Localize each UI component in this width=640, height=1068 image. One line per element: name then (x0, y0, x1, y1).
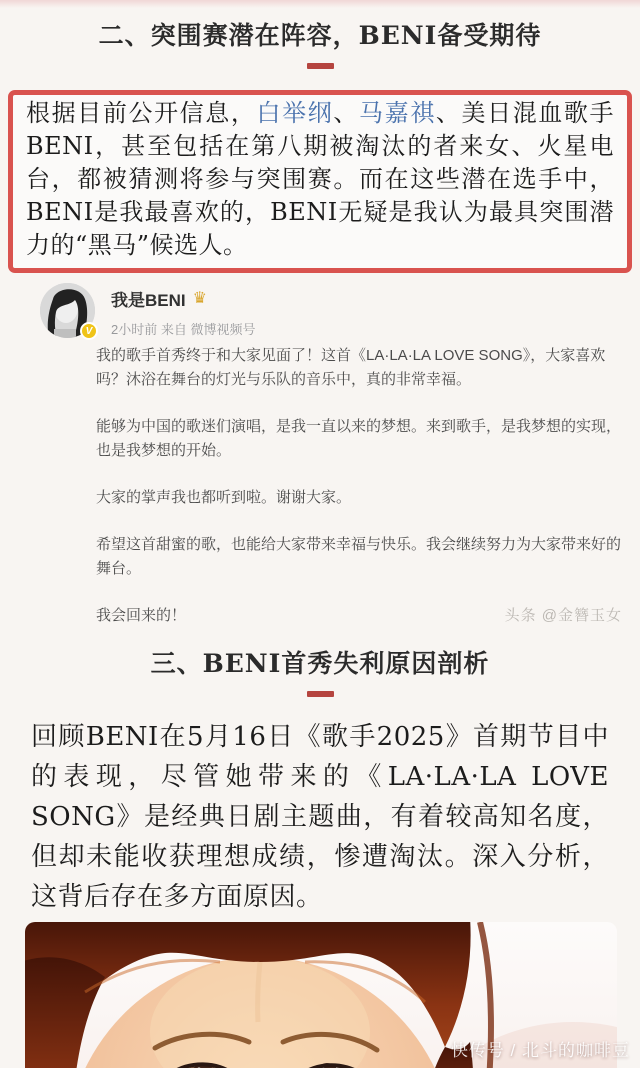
section3-accent-dash (307, 691, 334, 697)
weibo-post-body (96, 344, 622, 581)
weibo-paragraph-5: 我会回来的！ (96, 607, 187, 624)
kuaichuanhao-watermark: 快传号 / 北斗的咖啡豆 (450, 1041, 630, 1060)
section3-paragraph: 回顾BENI在5月16日《歌手2025》首期节目中的表现，尽管她带来的《LA·LA·LA LOVE SONG》是经典日剧主题曲，有着较高知名度，但却未能收获理想成绩，惨遭淘汰。深入分析，这背后存在多方面原因。 (31, 722, 609, 912)
weibo-paragraph-1: 我的歌手首秀终于和大家见面了！这首《LA·LA·LA LOVE SONG》，大家喜欢吗？沐浴在舞台的灯光与乐队的音乐中，真的非常幸福。 (96, 347, 606, 388)
weibo-post-header (40, 283, 622, 338)
weibo-avatar[interactable] (40, 283, 95, 338)
verified-badge-icon: V (80, 322, 98, 340)
section2-accent-dash (307, 63, 334, 69)
weibo-identity (111, 283, 255, 338)
highlight-box (8, 90, 632, 273)
highlight-text-pre: 根据目前公开信息， (26, 99, 257, 127)
highlight-separator-2: 、 (435, 99, 462, 127)
link-bai-jugang[interactable]: 白举纲 (256, 99, 334, 127)
weibo-paragraph-2: 能够为中国的歌迷们演唱，是我一直以来的梦想。来到歌手，是我梦想的实现，也是我梦想的开始。 (96, 418, 622, 459)
link-ma-jiaqi[interactable]: 马嘉祺 (359, 99, 436, 127)
weibo-username-text: 我是BENI (111, 291, 186, 310)
weibo-post-embed (40, 283, 622, 628)
weibo-post-footer (96, 604, 622, 628)
crown-icon: ♛ (192, 289, 207, 307)
highlight-separator-1: 、 (333, 99, 359, 127)
toutiao-watermark: 头条 @金簪玉女 (504, 607, 622, 624)
weibo-username[interactable] (111, 286, 255, 311)
highlight-text-post: 美日混血歌手BENI，甚至包括在第八期被淘汰的者来女、火星电台，都被猜测将参与突围赛。而在这些潜在选手中，BENI是我最喜欢的，BENI无疑是我认为最具突围潜力的“黑马”候选人。 (26, 99, 615, 259)
weibo-timestamp-source: 2小时前 来自 微博视频号 (111, 322, 256, 337)
section2-title: 二、突围赛潜在阵容，BENI备受期待 (98, 21, 542, 50)
weibo-paragraph-3: 大家的掌声我也都听到啦。谢谢大家。 (96, 489, 352, 506)
section3-title: 三、BENI首秀失利原因剖析 (150, 649, 490, 678)
weibo-paragraph-4: 希望这首甜蜜的歌，也能给大家带来幸福与快乐。我会继续努力为大家带来好的舞台。 (96, 536, 622, 577)
